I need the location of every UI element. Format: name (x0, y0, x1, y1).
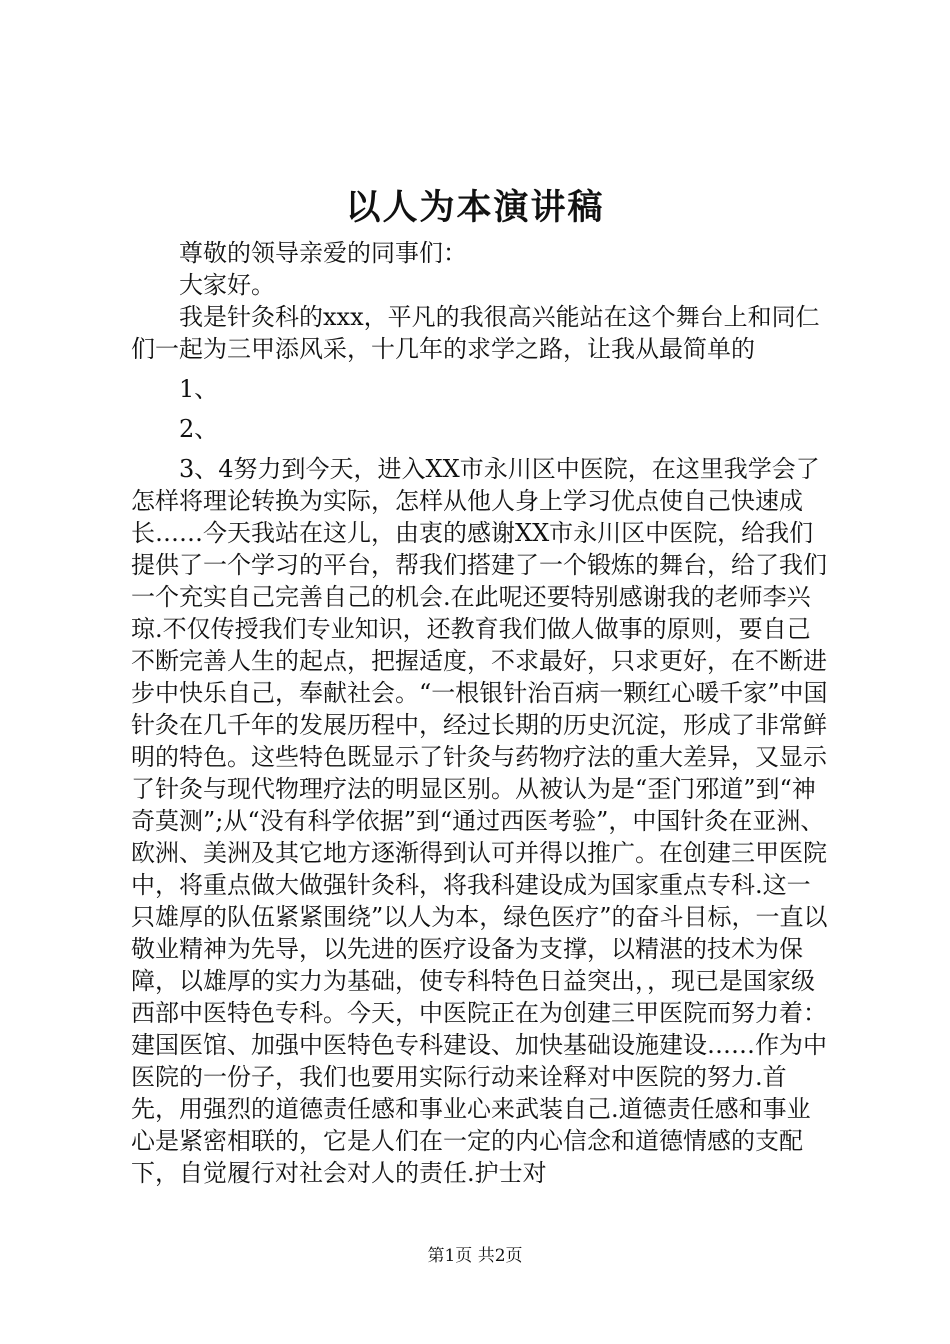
document-title: 以人为本演讲稿 (345, 187, 605, 228)
document-body (131, 237, 831, 1189)
list-item-1: 1、 (179, 375, 219, 403)
greeting-paragraph: 大家好。 (179, 271, 275, 299)
list-item-2: 2、 (179, 415, 219, 443)
page-number-footer: 第1页 共2页 (427, 1246, 523, 1266)
main-paragraph: 3、4努力到今天，进入XX市永川区中医院，在这里我学会了怎样将理论转换为实际，怎样从他人身上学习优点使自己快速成长……今天我站在这儿，由衷的感谢XX市永川区中医院，给我们提供了一个学习的平台，帮我们搭建了一个锻炼的舞台，给了我们一个充实自己完善自己的机会.在此呢还要特别感谢我的老师李兴琼.不仅传授我们专业知识，还教育我们做人做事的原则，要自己不断完善人生的起点，把握适度，不求最好，只求更好，在不断进步中快乐自己，奉献社会。“一根银针治百病一颗红心暖千家”中国针灸在几千年的发展历程中，经过长期的历史沉淀，形成了非常鲜明的特色。这些特色既显示了针灸与药物疗法的重大差异，又显示了针灸与现代物理疗法的明显区别。从被认为是“歪门邪道”到“神奇莫测”;从“没有科学依据”到“通过西医考验”，中国针灸在亚洲、欧洲、美洲及其它地方逐渐得到认可并得以推广。在创建三甲医院中，将重点做大做强针灸科，将我科建设成为国家重点专科.这一只雄厚的队伍紧紧围绕”以人为本，绿色医疗”的奋斗目标，一直以敬业精神为先导，以先进的医疗设备为支撑，以精湛的技术为保障，以雄厚的实力为基础，使专科特色日益突出，，现已是国家级西部中医特色专科。今天，中医院正在为创建三甲医院而努力着：建国医馆、加强中医特色专科建设、加快基础设施建设……作为中医院的一份子，我们也要用实际行动来诠释对中医院的努力.首先，用强烈的道德责任感和事业心来武装自己.道德责任感和事业心是紧密相联的，它是人们在一定的内心信念和道德情感的支配下，自觉履行对社会对人的责任.护士对 (131, 455, 828, 1187)
intro-paragraph: 我是针灸科的xxx，平凡的我很高兴能站在这个舞台上和同仁们一起为三甲添风采，十几年的求学之路，让我从最简单的 (131, 303, 820, 363)
salutation-paragraph: 尊敬的领导亲爱的同事们： (179, 239, 467, 267)
